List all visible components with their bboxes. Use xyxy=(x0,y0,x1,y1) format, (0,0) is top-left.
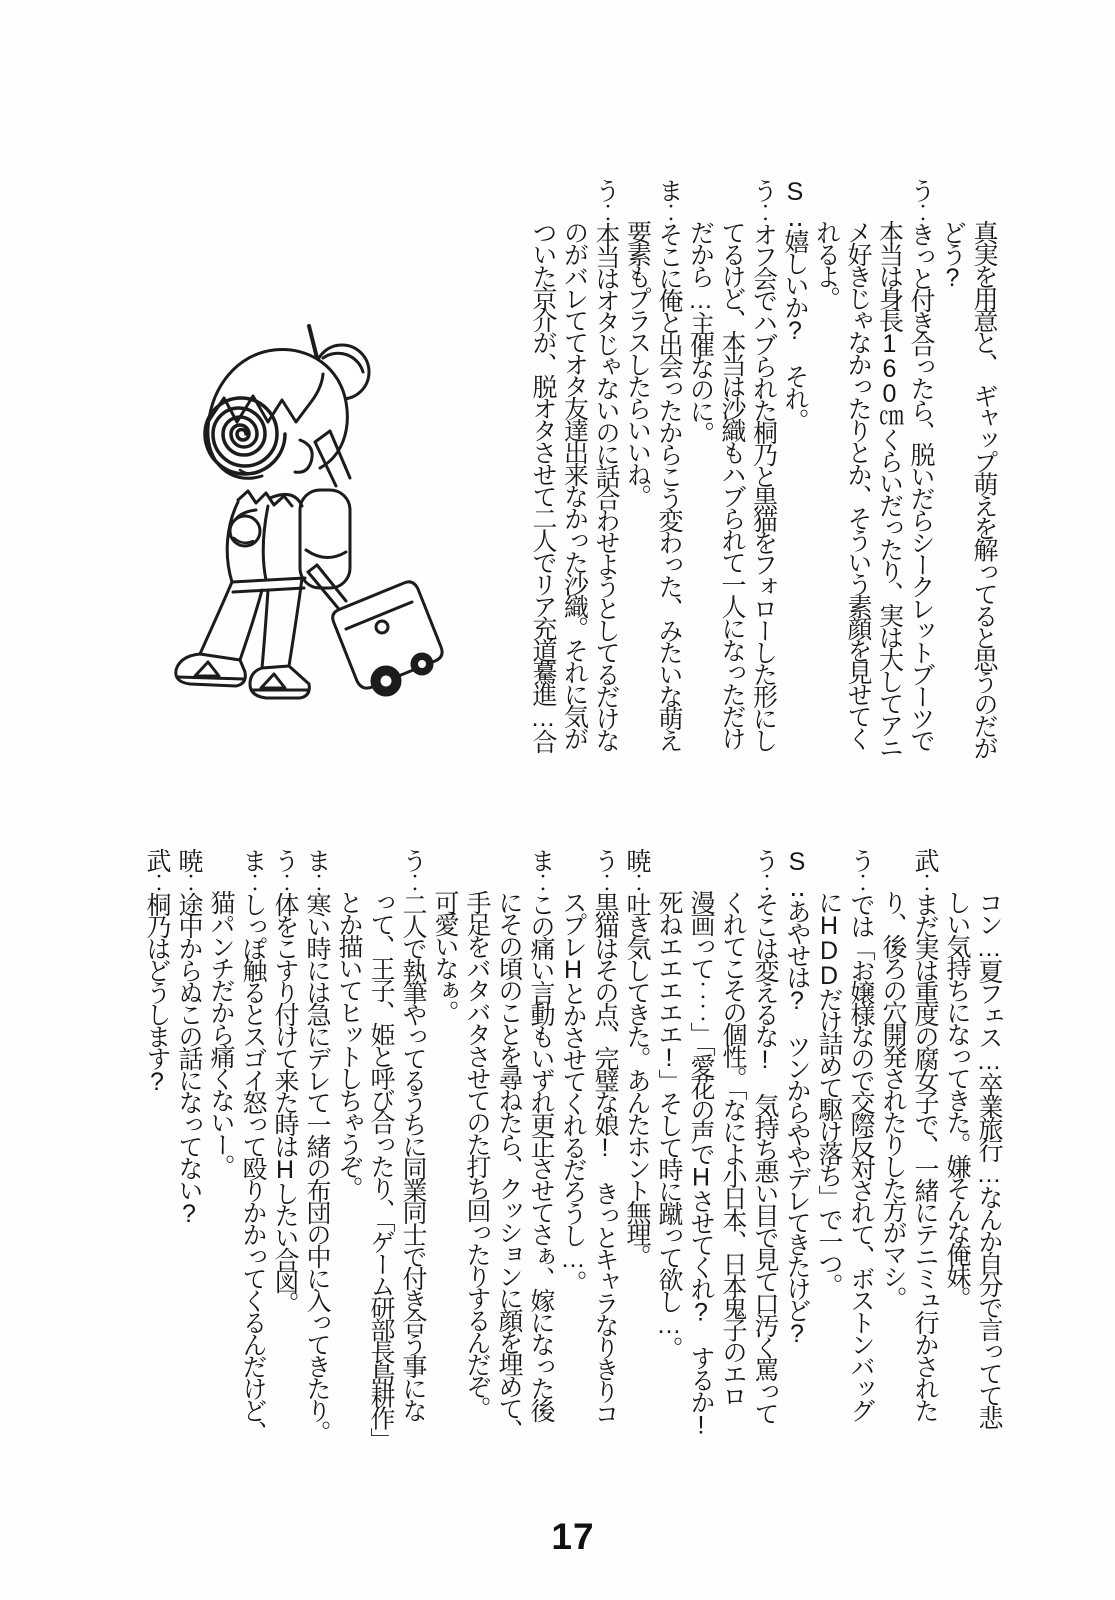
text-column: 漫画って‥‥」「愛花の声でHさせてくれ? するか! xyxy=(687,890,715,1437)
text-column: S‥嬉しいか? それ。 xyxy=(781,178,809,430)
text-column: コン…夏フェス…卒業旅行…なんか自分で言ってて悲 xyxy=(975,890,1003,1427)
text-column: う‥体をこすり付けて来た時はHしたい合図。 xyxy=(271,848,299,1313)
text-column: てるけど、本当は沙織もハブられて一人になっただけ xyxy=(718,220,746,748)
text-column: う‥そこは変えるな! 気持ち悪い目で見て口汚く罵って xyxy=(751,848,779,1423)
top-text-block xyxy=(527,178,1000,798)
text-column: とか描いてヒットしちゃうぞ。 xyxy=(335,890,363,1198)
text-column: にその頃のことを尋ねたら、クッションに顔を埋めて、 xyxy=(495,890,523,1440)
text-column: くれてこその個性。「なによ小日本、日本鬼子のエロ xyxy=(719,890,747,1406)
text-column: 武‥まだ実は重度の腐女子で、一緒にテニミュ行かされた xyxy=(911,848,939,1420)
text-column: だから…主催なのに。 xyxy=(686,220,715,443)
text-column: 武‥桐乃はどうします? xyxy=(143,848,171,1093)
text-column: う‥では「お嬢様なので交際反対されて、ボストンバッグ xyxy=(847,848,875,1420)
text-column: メ好きじゃなかったりとか、そういう素顔を見せてく xyxy=(844,220,872,748)
text-column: 手足をバタバタさせてのた打ち回ったりするんだぞ。 xyxy=(463,890,491,1418)
text-column: ま‥しっぽ触るとスゴイ怒って殴りかかってくるんだけど、 xyxy=(239,848,267,1442)
text-column: う‥本当はオタじゃないのに話合わせようとしてるだけな xyxy=(592,178,620,750)
back-leg xyxy=(262,578,302,668)
text-column: 可愛いなぁ。 xyxy=(431,890,459,1022)
text-column: って、王子、姫と呼び合ったり、「ゲーム研部長島耕作」 xyxy=(367,890,395,1450)
text-column: れるよ。 xyxy=(812,220,841,308)
text-column: にHDDだけ詰めて駆け落ち」で一つ。 xyxy=(815,890,843,1295)
text-column: 真実を用意と、 ギャップ萌えを解ってると思うのだが xyxy=(970,220,998,758)
text-column: S‥あやせは? ツンからややデレてきたけど? xyxy=(783,848,811,1345)
fist xyxy=(230,516,260,546)
text-column: 猫パンチだから痛くないー。 xyxy=(207,890,235,1176)
text-column: う‥黒猫はその点、完璧な娘! きっとキャラなりきりコ xyxy=(591,848,619,1423)
text-column: 本当は身長160㎝くらいだったり、実は大してアニ xyxy=(875,220,904,757)
chibi-character-illustration xyxy=(150,310,470,710)
text-column: 死ねエエエエエ!」そして時に蹴って欲し…。 xyxy=(655,890,683,1358)
text-column: う‥オフ会でハブられた桐乃と黒猫をフォローした形にし xyxy=(749,178,778,750)
text-column: う‥きっと付き合ったら、脱いだらシークレットブーツで xyxy=(907,178,935,750)
text-column: 暁‥吐き気してきた。あんたホント無理。 xyxy=(623,848,651,1266)
front-shoe xyxy=(176,654,246,686)
text-column: しい気持ちになってきた。嫌そんな俺妹。 xyxy=(943,890,971,1308)
text-column: どう? xyxy=(938,220,967,289)
text-column: スプレHとかさせてくれるだろうし…。 xyxy=(559,890,587,1292)
text-column: う‥二人で執筆やってるうちに同業同士で付き合う事にな xyxy=(399,848,427,1420)
text-column: のがバレててオタ友達出来なかった沙織。それに気が xyxy=(560,220,589,748)
text-column: り、後ろの穴開発されたりした方がマシ。 xyxy=(879,890,907,1308)
text-column: ま‥そこに俺と出会ったからこう変わった、みたいな萌え xyxy=(655,178,683,750)
page-number: 17 xyxy=(551,1516,595,1557)
front-leg xyxy=(200,582,262,660)
bottom-text-block xyxy=(141,848,1005,1493)
text-column: 暁‥途中からぬこの話になってない? xyxy=(175,848,203,1225)
text-column: 要素もプラスしたらいいね。 xyxy=(623,220,652,506)
text-column: ま‥寒い時には急にデレて一緒の布団の中に入ってきたり。 xyxy=(303,848,331,1442)
text-column: ついた京介が、脱オタさせて二人でリア充道驀進…合 xyxy=(529,220,557,751)
text-column: ま‥この痛い言動もいずれ更正させてさぁ、嫁になった後 xyxy=(527,848,555,1420)
